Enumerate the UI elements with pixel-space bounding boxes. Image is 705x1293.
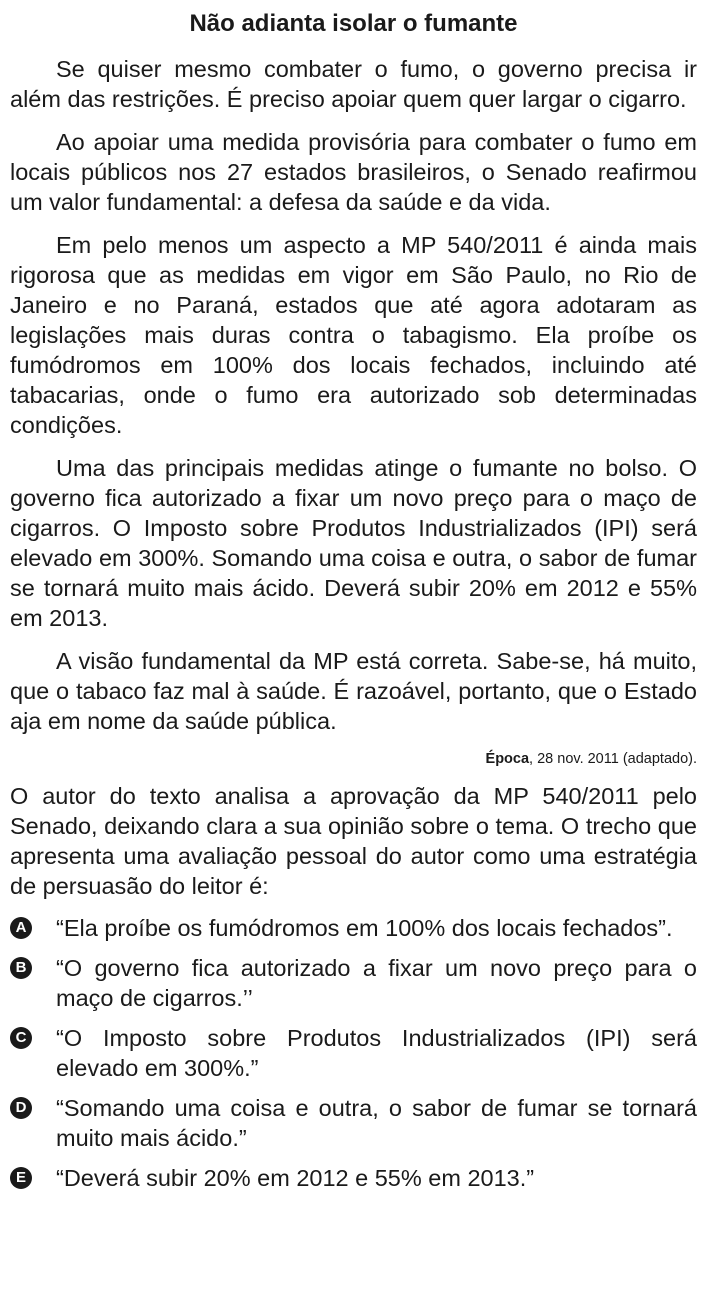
answer-options bbox=[10, 913, 697, 1193]
article-paragraph: Em pelo menos um aspecto a MP 540/2011 é ainda mais rigorosa que as medidas em vigor em São Paulo, no Rio de Janeiro e no Paraná, estados que até agora adotaram as legislações mais duras contra o tabagismo. Ela proíbe os fumódromos em 100% dos locais fechados, incluindo até tabacarias, onde o fumo era autorizado sob determinadas condições. bbox=[10, 232, 697, 438]
option-b[interactable] bbox=[10, 953, 697, 1013]
source-details: , 28 nov. 2011 (adaptado). bbox=[529, 751, 697, 767]
option-text: “Deverá subir 20% em 2012 e 55% em 2013.” bbox=[56, 1165, 535, 1191]
option-e[interactable] bbox=[10, 1163, 697, 1193]
source-magazine: Época bbox=[485, 751, 530, 767]
source-citation bbox=[10, 749, 697, 769]
article-paragraph: A visão fundamental da MP está correta. Sabe-se, há muito, que o tabaco faz mal à saúde. É razoável, portanto, que o Estado aja em nome da saúde pública. bbox=[10, 648, 697, 734]
option-letter-badge: A bbox=[10, 917, 32, 939]
option-c[interactable] bbox=[10, 1023, 697, 1083]
article-paragraph: Uma das principais medidas atinge o fumante no bolso. O governo fica autorizado a fixar um novo preço para o maço de cigarros. O Imposto sobre Produtos Industrializados (IPI) será elevado em 300%. Somando uma coisa e outra, o sabor de fumar se tornará muito mais ácido. Deverá subir 20% em 2012 e 55% em 2013. bbox=[10, 455, 697, 631]
option-text: “Ela proíbe os fumódromos em 100% dos locais fechados”. bbox=[56, 915, 673, 941]
option-letter-badge: E bbox=[10, 1167, 32, 1189]
article-title: Não adianta isolar o fumante bbox=[189, 10, 518, 37]
option-letter-badge: B bbox=[10, 957, 32, 979]
option-d[interactable] bbox=[10, 1093, 697, 1153]
option-letter-badge: D bbox=[10, 1097, 32, 1119]
option-text: “Somando uma coisa e outra, o sabor de fumar se tornará muito mais ácido.” bbox=[56, 1095, 697, 1151]
article-paragraph: Se quiser mesmo combater o fumo, o governo precisa ir além das restrições. É preciso apoiar quem quer largar o cigarro. bbox=[10, 56, 697, 112]
option-a[interactable] bbox=[10, 913, 697, 943]
article-paragraph: Ao apoiar uma medida provisória para combater o fumo em locais públicos nos 27 estados brasileiros, o Senado reafirmou um valor fundamental: a defesa da saúde e da vida. bbox=[10, 129, 697, 215]
option-letter-badge: C bbox=[10, 1027, 32, 1049]
question-stem: O autor do texto analisa a aprovação da MP 540/2011 pelo Senado, deixando clara a sua opinião sobre o tema. O trecho que apresenta uma avaliação pessoal do autor como uma estratégia de persuasão do leitor é: bbox=[10, 783, 697, 899]
option-text: “O Imposto sobre Produtos Industrializados (IPI) será elevado em 300%.” bbox=[56, 1025, 697, 1081]
option-text: “O governo fica autorizado a fixar um novo preço para o maço de cigarros.’’ bbox=[56, 955, 697, 1011]
article-body bbox=[10, 54, 697, 736]
